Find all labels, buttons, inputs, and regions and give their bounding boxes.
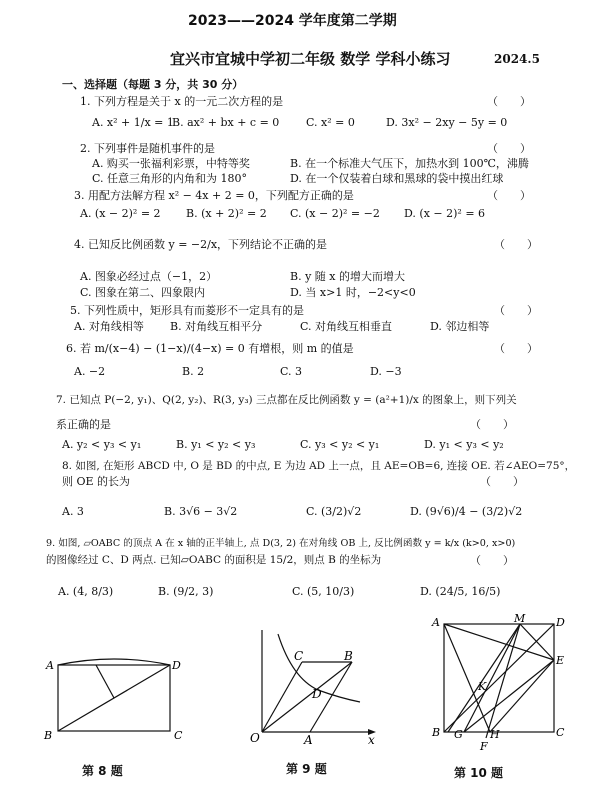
answer-blank: （ ） xyxy=(494,238,538,251)
figure-8-caption: 第 8 题 xyxy=(82,764,123,778)
section-heading: 一、选择题（每题 3 分，共 30 分） xyxy=(62,78,244,91)
option-b: B. 在一个标准大气压下，加热水到 100℃，沸腾 xyxy=(290,157,529,170)
option-b: B. y 随 x 的增大而增大 xyxy=(290,270,405,283)
fig10-label-h: H xyxy=(490,728,500,741)
option-d: D. 3x² − 2xy − 5y = 0 xyxy=(386,116,508,129)
question-stem: 9. 如图, ▱OABC 的顶点 A 在 x 轴的正半轴上, 点 D(3, 2) 在对角线 OB 上, 反比例函数 y = k/x (k>0, x>0) xyxy=(46,538,516,549)
figure-9-caption: 第 9 题 xyxy=(286,762,327,776)
option-b: B. 2 xyxy=(182,365,205,378)
option-d: D. y₁ < y₃ < y₂ xyxy=(424,438,504,451)
answer-blank: （ ） xyxy=(487,142,531,155)
question-stem: 7. 已知点 P(−2, y₁)、Q(2, y₂)、R(3, y₃) 三点都在反比例函数 y = (a²+1)/x 的图象上，则下列关 xyxy=(56,394,517,406)
option-c: C. (x − 2)² = −2 xyxy=(290,207,380,220)
answer-blank: （ ） xyxy=(487,189,531,202)
option-d: D. −3 xyxy=(370,365,402,378)
option-a: A. 图象必经过点（−1，2） xyxy=(80,270,218,283)
question-stem: 8. 如图, 在矩形 ABCD 中, O 是 BD 的中点, E 为边 AD 上一点，且 AE=OB=6, 连接 OE. 若∠AEO=75°， xyxy=(62,460,576,472)
fig9-label-d: D xyxy=(312,687,322,701)
fig9-label-x: x xyxy=(368,733,375,745)
fig10-label-b: B xyxy=(432,726,441,739)
question-stem: 3. 用配方法解方程 x² − 4x + 2 = 0，下列配方正确的是 xyxy=(74,189,354,202)
question-stem-continued: 的图像经过 C、D 两点. 已知▱OABC 的面积是 15/2，则点 B 的坐标为 xyxy=(46,554,382,566)
figure-8 xyxy=(38,645,188,745)
fig10-label-a: A xyxy=(432,616,440,629)
exam-title: 2023——2024 学年度第二学期 xyxy=(188,13,397,29)
question-stem: 4. 已知反比例函数 y = −2/x，下列结论不正确的是 xyxy=(74,238,328,251)
option-c: C. 3 xyxy=(280,365,303,378)
fig10-label-g: G xyxy=(454,728,463,741)
fig9-label-a: A xyxy=(304,733,313,745)
option-a: A. −2 xyxy=(74,365,106,378)
option-d: D. (24/5, 16/5) xyxy=(420,585,501,598)
fig9-label-o: O xyxy=(250,731,260,745)
figure-10 xyxy=(428,612,568,752)
option-a: A. x² + 1/x = 1 xyxy=(92,116,174,129)
exam-date: 2024.5 xyxy=(494,52,540,66)
fig9-label-c: C xyxy=(294,649,304,663)
option-c: C. (5, 10/3) xyxy=(292,585,355,598)
fig8-label-a: A xyxy=(46,659,54,672)
fig10-label-f: F xyxy=(480,740,488,752)
option-d: D. 当 x>1 时，−2<y<0 xyxy=(290,286,416,299)
option-b: B. ax² + bx + c = 0 xyxy=(172,116,280,129)
option-b: B. 对角线互相平分 xyxy=(170,320,263,333)
figure-9 xyxy=(240,620,380,745)
option-c: C. (3/2)√2 xyxy=(306,505,362,518)
option-d: D. 在一个仅装着白球和黑球的袋中摸出红球 xyxy=(290,172,504,185)
answer-blank: （ ） xyxy=(480,475,524,488)
option-b: B. (9/2, 3) xyxy=(158,585,214,598)
exam-subtitle: 宜兴市宜城中学初二年级 数学 学科小练习 xyxy=(170,50,451,68)
question-stem: 1. 下列方程是关于 x 的一元二次方程的是 xyxy=(80,95,284,108)
option-d: D. (9√6)/4 − (3/2)√2 xyxy=(410,505,523,518)
fig8-label-b: B xyxy=(44,729,53,742)
fig8-label-d: D xyxy=(172,659,181,672)
answer-blank: （ ） xyxy=(470,418,514,431)
fig10-label-c: C xyxy=(556,726,565,739)
option-c: C. 任意三角形的内角和为 180° xyxy=(92,172,248,185)
option-c: C. y₃ < y₂ < y₁ xyxy=(300,438,380,451)
option-c: C. x² = 0 xyxy=(306,116,355,129)
option-c: C. 对角线互相垂直 xyxy=(300,320,393,333)
figure-10-caption: 第 10 题 xyxy=(454,766,504,780)
question-stem: 6. 若 m/(x−4) − (1−x)/(4−x) = 0 有增根，则 m 的值是 xyxy=(66,342,354,355)
option-a: A. (x − 2)² = 2 xyxy=(80,207,161,220)
option-c: C. 图象在第二、四象限内 xyxy=(80,286,206,299)
option-b: B. (x + 2)² = 2 xyxy=(186,207,267,220)
fig10-label-d: D xyxy=(556,616,565,629)
question-stem: 2. 下列事件是随机事件的是 xyxy=(80,142,215,155)
question-stem-continued: 系正确的是 xyxy=(56,418,111,431)
question-stem: 5. 下列性质中，矩形具有而菱形不一定具有的是 xyxy=(70,304,304,317)
fig8-label-c: C xyxy=(174,729,183,742)
option-b: B. y₁ < y₂ < y₃ xyxy=(176,438,256,451)
answer-blank: （ ） xyxy=(494,304,538,317)
option-a: A. (4, 8/3) xyxy=(58,585,114,598)
option-a: A. y₂ < y₃ < y₁ xyxy=(62,438,142,451)
option-d: D. (x − 2)² = 6 xyxy=(404,207,486,220)
answer-blank: （ ） xyxy=(470,554,514,567)
option-a: A. 3 xyxy=(62,505,84,518)
fig10-label-k: K xyxy=(478,680,487,693)
option-a: A. 对角线相等 xyxy=(74,320,144,333)
option-b: B. 3√6 − 3√2 xyxy=(164,505,238,518)
answer-blank: （ ） xyxy=(494,342,538,355)
option-a: A. 购买一张福利彩票，中特等奖 xyxy=(92,157,250,170)
fig10-label-m: M xyxy=(514,612,526,625)
answer-blank: （ ） xyxy=(487,95,531,108)
question-stem-continued: 则 OE 的长为 xyxy=(62,475,131,488)
fig10-label-e: E xyxy=(556,654,565,667)
option-d: D. 邻边相等 xyxy=(430,320,490,333)
fig9-label-b: B xyxy=(344,649,353,663)
